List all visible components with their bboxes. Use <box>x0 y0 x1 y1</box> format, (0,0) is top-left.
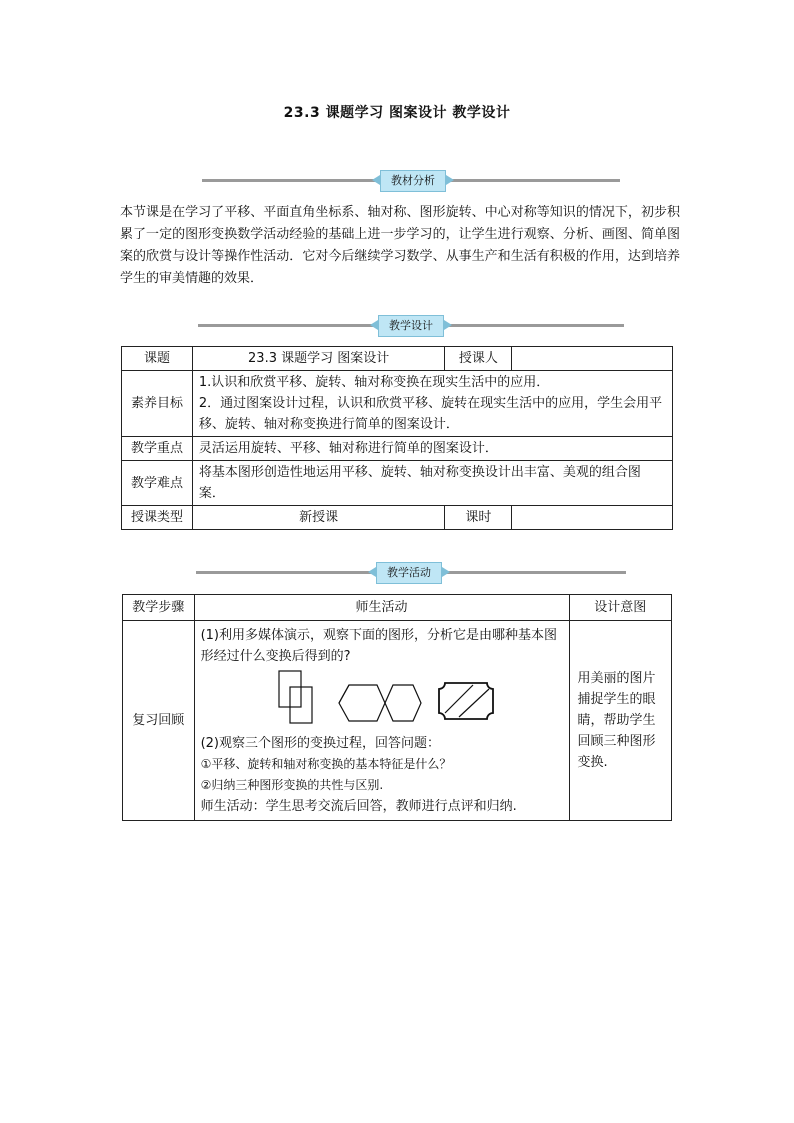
header-intent: 设计意图 <box>569 595 671 621</box>
goal-item: 1.认识和欣赏平移、旋转、轴对称变换在现实生活中的应用． <box>198 375 550 390</box>
hours-label: 课时 <box>445 506 512 530</box>
table-row <box>123 621 672 821</box>
banner-label: 教学活动 <box>376 562 442 584</box>
table-row <box>122 371 673 437</box>
activity-line: ②归纳三种图形变换的共性与区别. <box>200 778 384 792</box>
key-label: 教学重点 <box>122 437 193 461</box>
activity-line: ①平移、旋转和轴对称变换的基本特征是什么？ <box>200 757 452 771</box>
transformation-figures <box>201 669 561 729</box>
goal-label: 素养目标 <box>122 371 193 437</box>
rotated-tile-figure <box>439 683 493 719</box>
key-value: 灵活运用旋转、平移、轴对称进行简单的图案设计． <box>192 437 672 461</box>
table-row <box>122 437 673 461</box>
reflected-hexagons-figure <box>339 685 421 721</box>
section-banner-activity <box>196 562 626 582</box>
banner-label: 教材分析 <box>380 170 446 192</box>
row-step: 复习回顾 <box>123 621 195 821</box>
goal-cell <box>192 371 672 437</box>
type-value: 新授课 <box>192 506 445 530</box>
hours-value <box>512 506 673 530</box>
page-title: 23.3 课题学习 图案设计 教学设计 <box>283 105 511 121</box>
activity-line: (2)观察三个图形的变换过程，回答问题： <box>200 736 440 751</box>
teacher-value <box>512 347 673 371</box>
section-banner-design <box>198 315 624 335</box>
translated-rectangles-figure <box>279 671 312 723</box>
activity-line: (1)利用多媒体演示，观察下面的图形，分析它是由哪种基本图形经过什么变换后得到的? <box>200 628 557 664</box>
goal-item: 2．通过图案设计过程，认识和欣赏平移、旋转在现实生活中的应用，学生会用平移、旋转、轴对称变换进行简单的图案设计． <box>198 396 663 432</box>
banner-label: 教学设计 <box>378 315 444 337</box>
header-step: 教学步骤 <box>123 595 195 621</box>
activity-line: 师生活动：学生思考交流后回答，教师进行点评和归纳. <box>200 799 517 814</box>
table-row <box>122 347 673 371</box>
table-row <box>123 595 672 621</box>
table-row <box>122 506 673 530</box>
difficulty-value: 将基本图形创造性地运用平移、旋转、轴对称变换设计出丰富、美观的组合图案． <box>192 461 672 506</box>
topic-label: 课题 <box>122 347 193 371</box>
section-banner-analysis <box>202 170 620 190</box>
design-table <box>121 346 673 530</box>
header-activity: 师生活动 <box>194 595 569 621</box>
type-label: 授课类型 <box>122 506 193 530</box>
topic-value: 23.3 课题学习 图案设计 <box>192 347 445 371</box>
teacher-label: 授课人 <box>445 347 512 371</box>
analysis-paragraph: 本节课是在学习了平移、平面直角坐标系、轴对称、图形旋转、中心对称等知识的情况下，初步积累了一定的图形变换数学活动经验的基础上进一步学习的，让学生进行观察、分析、画图、简单图案的欣赏与设计等操作性活动．它对今后继续学习数学、从事生产和生活有积极的作用，达到培养学生的审美情趣的效果． <box>120 205 680 286</box>
intent-cell: 用美丽的图片捕捉学生的眼睛，帮助学生回顾三种图形变换. <box>569 621 671 821</box>
activity-cell <box>194 621 569 821</box>
difficulty-label: 教学难点 <box>122 461 193 506</box>
activity-table <box>122 594 672 821</box>
table-row <box>122 461 673 506</box>
